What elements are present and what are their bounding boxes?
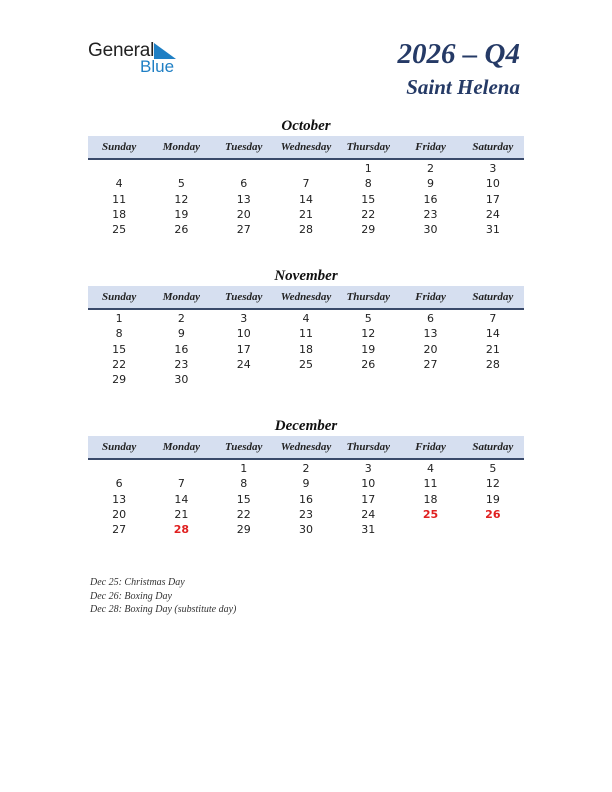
- weekday-label: Thursday: [346, 291, 390, 303]
- day-cell: 19: [174, 207, 189, 221]
- empty-day-cell: [150, 161, 212, 176]
- day-cell: 23: [298, 507, 313, 521]
- day-cell: 25: [112, 223, 127, 237]
- weekday-label: Saturday: [472, 291, 514, 303]
- empty-day-cell: [399, 522, 461, 537]
- weekday-label: Thursday: [346, 441, 390, 453]
- day-cell: 26: [361, 357, 376, 371]
- day-cell: 15: [236, 492, 251, 506]
- week-row: [88, 342, 524, 357]
- day-cell: 17: [361, 492, 376, 506]
- day-cell: 16: [174, 342, 189, 356]
- page-title: 2026 – Q4: [397, 38, 520, 70]
- weekday-label: Sunday: [102, 141, 137, 153]
- day-cell: 13: [236, 192, 251, 206]
- weekday-label: Wednesday: [280, 141, 332, 153]
- weekday-header-row: [88, 286, 524, 310]
- empty-day-cell: [88, 461, 150, 476]
- day-cell: 7: [177, 477, 185, 491]
- weekday-header-row: [88, 136, 524, 160]
- day-cell: 27: [112, 523, 127, 537]
- weekday-label: Friday: [415, 291, 446, 303]
- day-cell: 9: [302, 477, 310, 491]
- day-cell: 4: [115, 177, 123, 191]
- day-cell: 13: [423, 327, 438, 341]
- weekday-label: Friday: [415, 441, 446, 453]
- day-cell: 14: [298, 192, 313, 206]
- weekday-header-row: [88, 436, 524, 460]
- day-cell: 4: [427, 462, 435, 475]
- week-row: [88, 372, 524, 387]
- month-name: November: [274, 268, 338, 284]
- day-cell: 9: [427, 177, 435, 191]
- day-cell: 18: [423, 492, 438, 506]
- day-cell: 23: [423, 207, 438, 221]
- weekday-label: Sunday: [102, 291, 137, 303]
- day-cell: 20: [112, 507, 127, 521]
- day-cell: 2: [302, 462, 310, 475]
- week-row: [88, 222, 524, 237]
- month-calendar-0: [88, 116, 524, 237]
- week-row: [88, 461, 524, 476]
- day-cell: 21: [485, 342, 500, 356]
- day-cell: 27: [236, 223, 251, 237]
- day-cell: 2: [177, 312, 185, 325]
- weekday-label: Tuesday: [224, 441, 263, 453]
- day-cell: 24: [361, 507, 376, 521]
- weekday-label: Saturday: [472, 141, 514, 153]
- day-cell: 21: [298, 207, 313, 221]
- day-cell: 8: [364, 177, 372, 191]
- day-cell: 27: [423, 357, 438, 371]
- day-cell: 1: [115, 312, 123, 325]
- day-cell: 3: [364, 462, 372, 475]
- page-subtitle: Saint Helena: [406, 75, 520, 99]
- day-cell: 12: [174, 192, 189, 206]
- day-cell: 16: [423, 192, 438, 206]
- empty-day-cell: [337, 372, 399, 387]
- day-cell: 17: [236, 342, 251, 356]
- day-cell: 20: [423, 342, 438, 356]
- day-cell: 2: [427, 162, 435, 175]
- day-cell: 10: [236, 327, 251, 341]
- day-cell: 28: [173, 523, 190, 537]
- day-cell: 1: [240, 462, 248, 475]
- weekday-label: Thursday: [346, 141, 390, 153]
- empty-day-cell: [213, 161, 275, 176]
- weekday-label: Monday: [162, 441, 201, 453]
- day-cell: 14: [485, 327, 500, 341]
- day-cell: 15: [361, 192, 376, 206]
- day-cell: 19: [485, 492, 500, 506]
- weekday-label: Wednesday: [280, 291, 332, 303]
- day-cell: 30: [423, 223, 438, 237]
- week-row: [88, 192, 524, 207]
- day-cell: 9: [177, 327, 185, 341]
- day-cell: 6: [427, 312, 435, 325]
- day-cell: 10: [361, 477, 376, 491]
- weekday-label: Saturday: [472, 441, 514, 453]
- holiday-note: Dec 25: Christmas Day: [90, 577, 185, 588]
- day-cell: 5: [364, 312, 372, 325]
- day-cell: 30: [298, 523, 313, 537]
- day-cell: 23: [174, 357, 189, 371]
- day-cell: 16: [298, 492, 313, 506]
- day-cell: 19: [361, 342, 376, 356]
- month-calendar-1: [88, 266, 524, 387]
- day-cell: 29: [112, 373, 127, 387]
- day-cell: 22: [361, 207, 376, 221]
- month-name: October: [281, 118, 331, 134]
- holiday-note: Dec 28: Boxing Day (substitute day): [90, 604, 237, 615]
- day-cell: 8: [115, 327, 123, 341]
- day-cell: 25: [298, 357, 313, 371]
- day-cell: 7: [489, 312, 497, 325]
- weekday-label: Monday: [162, 141, 201, 153]
- day-cell: 28: [485, 357, 500, 371]
- day-cell: 26: [485, 507, 501, 521]
- week-row: [88, 311, 524, 326]
- day-cell: 30: [174, 373, 189, 387]
- holiday-note: Dec 26: Boxing Day: [90, 590, 172, 602]
- empty-day-cell: [399, 372, 461, 387]
- empty-day-cell: [275, 161, 337, 176]
- weekday-label: Friday: [415, 141, 446, 153]
- day-cell: 18: [112, 207, 127, 221]
- weekday-label: Tuesday: [224, 291, 263, 303]
- day-cell: 28: [298, 223, 313, 237]
- month-name: December: [274, 418, 338, 434]
- week-row: [88, 507, 524, 522]
- week-row: [88, 492, 524, 507]
- day-cell: 3: [489, 162, 497, 175]
- day-cell: 31: [361, 523, 376, 537]
- day-cell: 6: [240, 177, 248, 191]
- weekday-label: Tuesday: [224, 141, 263, 153]
- day-cell: 5: [489, 462, 497, 475]
- day-cell: 29: [236, 523, 251, 537]
- empty-day-cell: [150, 461, 212, 476]
- weekday-label: Wednesday: [280, 441, 332, 453]
- day-cell: 22: [112, 357, 127, 371]
- week-row: [88, 522, 524, 537]
- day-cell: 14: [174, 492, 189, 506]
- day-cell: 5: [177, 177, 185, 191]
- week-row: [88, 176, 524, 191]
- day-cell: 3: [240, 312, 248, 325]
- day-cell: 1: [364, 162, 372, 175]
- day-cell: 31: [485, 223, 500, 237]
- week-row: [88, 326, 524, 341]
- day-cell: 24: [236, 357, 251, 371]
- day-cell: 26: [174, 223, 189, 237]
- empty-day-cell: [462, 522, 524, 537]
- day-cell: 24: [485, 207, 500, 221]
- day-cell: 13: [112, 492, 127, 506]
- brand-logo: [88, 40, 188, 76]
- day-cell: 22: [236, 507, 251, 521]
- day-cell: 10: [485, 177, 500, 191]
- week-row: [88, 207, 524, 222]
- week-row: [88, 161, 524, 176]
- day-cell: 20: [236, 207, 251, 221]
- day-cell: 12: [485, 477, 500, 491]
- day-cell: 25: [422, 507, 439, 521]
- weekday-label: Monday: [162, 291, 201, 303]
- empty-day-cell: [275, 372, 337, 387]
- day-cell: 29: [361, 223, 376, 237]
- day-cell: 11: [298, 327, 313, 341]
- logo-text-blue: Blue: [140, 57, 175, 76]
- holiday-notes: [90, 576, 236, 617]
- empty-day-cell: [213, 372, 275, 387]
- day-cell: 11: [423, 477, 438, 491]
- day-cell: 18: [298, 342, 313, 356]
- week-row: [88, 357, 524, 372]
- month-calendar-2: [88, 416, 524, 537]
- day-cell: 21: [174, 507, 189, 521]
- weekday-label: Sunday: [102, 441, 137, 453]
- week-row: [88, 476, 524, 491]
- day-cell: 6: [115, 477, 123, 491]
- logo-text-general: General: [88, 40, 155, 61]
- day-cell: 7: [302, 177, 310, 191]
- day-cell: 11: [112, 192, 127, 206]
- day-cell: 12: [361, 327, 376, 341]
- day-cell: 17: [485, 192, 500, 206]
- empty-day-cell: [462, 372, 524, 387]
- day-cell: 4: [302, 312, 310, 325]
- day-cell: 8: [240, 477, 248, 491]
- empty-day-cell: [88, 161, 150, 176]
- day-cell: 15: [112, 342, 127, 356]
